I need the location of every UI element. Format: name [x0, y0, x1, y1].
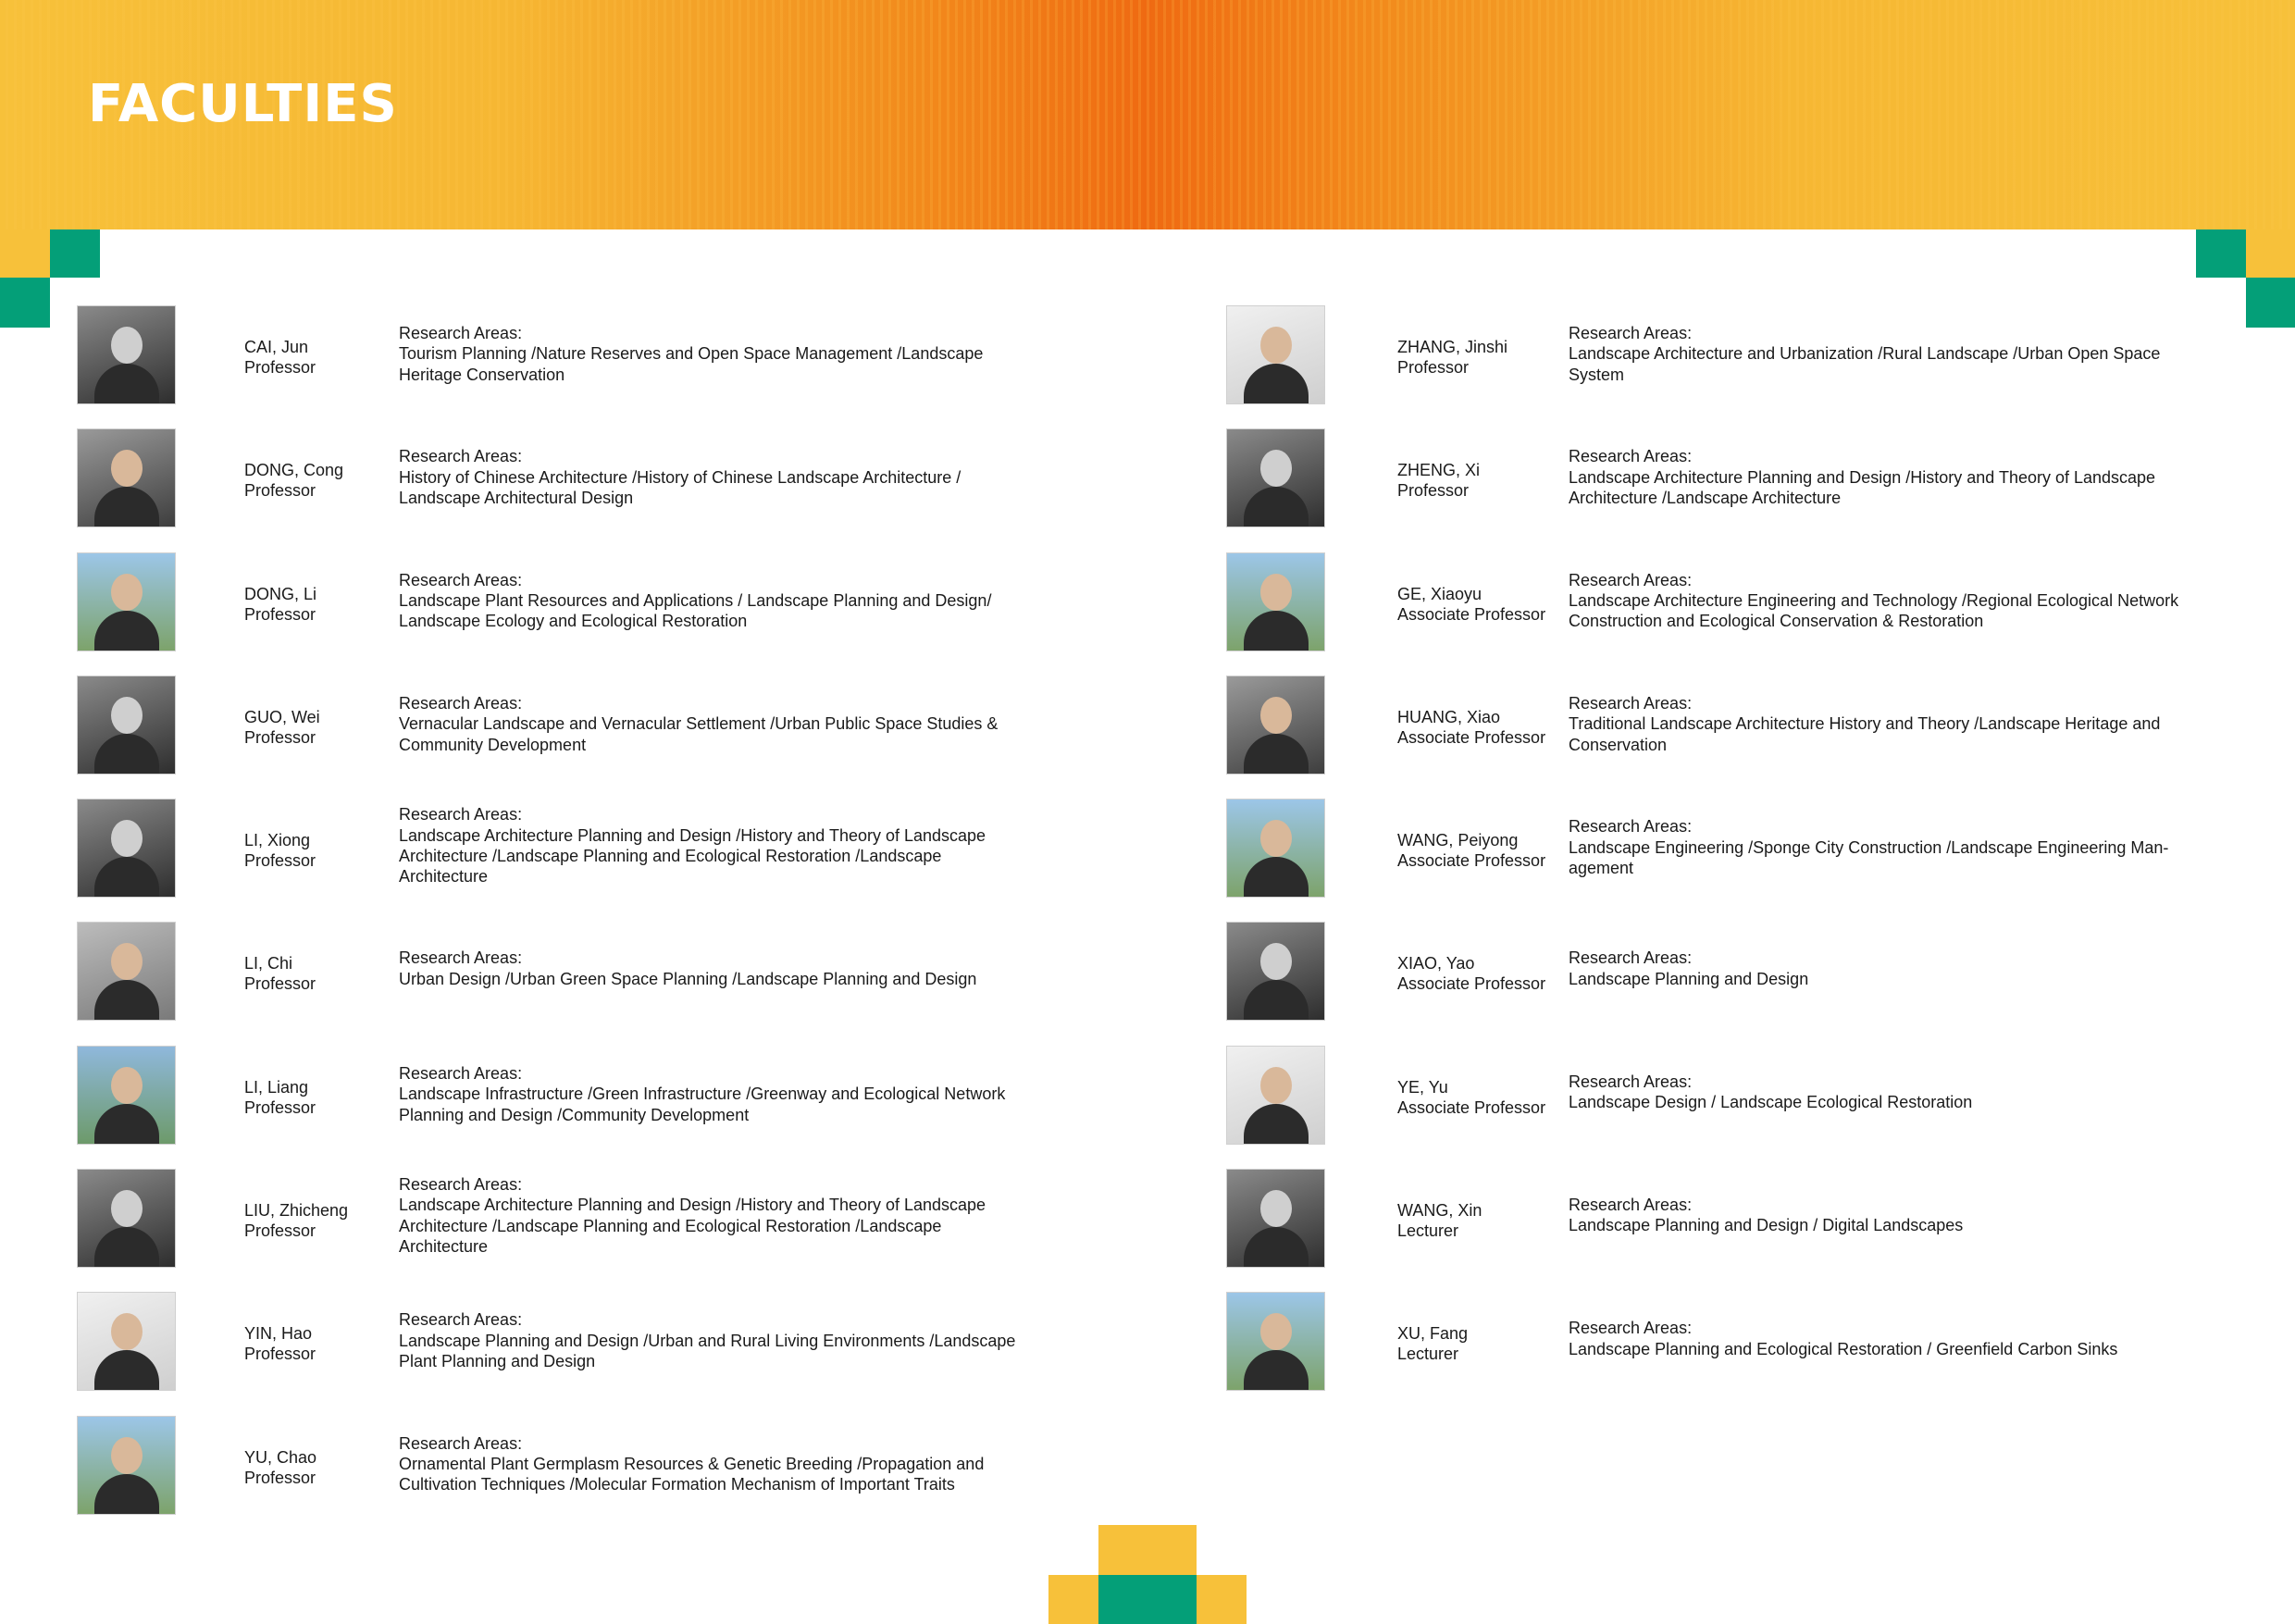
- research-areas-text: Traditional Landscape Architecture History and Theory /Landscape Heritage and Conservation: [1569, 714, 2161, 754]
- faculty-name-block: [244, 1447, 416, 1488]
- faculty-photo: [77, 1169, 176, 1268]
- research-areas: [1569, 1195, 2281, 1236]
- research-areas-text: Landscape Architecture Engineering and Technology /Regional Ecological Network Construction and Ecological Conservation & Restoration: [1569, 591, 2179, 631]
- faculty-name: LI, Xiong: [244, 831, 311, 850]
- research-areas: [1569, 948, 2281, 989]
- faculty-name: XIAO, Yao: [1397, 954, 1475, 973]
- research-areas-label: Research Areas:: [399, 1310, 523, 1330]
- faculty-name: WANG, Peiyong: [1397, 831, 1519, 850]
- faculty-name: GE, Xiaoyu: [1397, 584, 1482, 603]
- faculty-photo: [1226, 676, 1325, 775]
- faculty-title: Lecturer: [1397, 1221, 1459, 1241]
- faculty-photo: [1226, 1046, 1325, 1145]
- header-banner: [0, 0, 2295, 229]
- research-areas-label: Research Areas:: [1569, 1319, 1693, 1338]
- faculty-name: DONG, Cong: [244, 461, 344, 480]
- research-areas-text: Landscape Design / Landscape Ecological Restoration: [1569, 1093, 1973, 1112]
- research-areas-text: Landscape Architecture Planning and Design /History and Theory of Landscape Architecture /Landscape Architecture: [1569, 467, 2156, 508]
- faculty-name-block: [244, 1077, 416, 1118]
- faculty-photo: [1226, 552, 1325, 651]
- faculty-name: YE, Yu: [1397, 1077, 1448, 1097]
- faculty-title: Professor: [244, 974, 316, 994]
- faculty-name: YIN, Hao: [244, 1324, 313, 1344]
- faculty-name-block: [244, 460, 416, 501]
- faculty-photo: [77, 799, 176, 898]
- faculty-name-block: [244, 337, 416, 378]
- faculty-title: Professor: [244, 604, 316, 624]
- faculty-name-block: [244, 584, 416, 625]
- faculty-name-block: [1397, 830, 1569, 871]
- faculty-title: Professor: [244, 481, 316, 501]
- research-areas: [1569, 446, 2281, 508]
- faculty-photo: [77, 676, 176, 775]
- page-title: FACULTIES: [88, 74, 398, 134]
- faculty-photo: [77, 428, 176, 527]
- research-areas-label: Research Areas:: [399, 447, 523, 466]
- research-areas-label: Research Areas:: [399, 1175, 523, 1195]
- faculty-photo: [77, 922, 176, 1021]
- faculty-name: LIU, Zhicheng: [244, 1201, 349, 1221]
- faculty-name-block: [1397, 707, 1569, 748]
- faculty-photo: [77, 305, 176, 404]
- faculty-name: ZHANG, Jinshi: [1397, 338, 1508, 356]
- faculty-photo: [77, 1416, 176, 1515]
- faculty-name-block: [244, 830, 416, 871]
- research-areas-label: Research Areas:: [399, 1433, 523, 1453]
- faculty-title: Associate Professor: [1397, 851, 1546, 871]
- research-areas-label: Research Areas:: [399, 1063, 523, 1083]
- faculty-name: WANG, Xin: [1397, 1201, 1482, 1221]
- faculty-name-block: [1397, 584, 1569, 625]
- research-areas-label: Research Areas:: [399, 948, 523, 968]
- research-areas-label: Research Areas:: [1569, 1196, 1693, 1215]
- faculty-photo: [77, 552, 176, 651]
- faculty-name: DONG, Li: [244, 584, 317, 603]
- research-areas-text: Ornamental Plant Germplasm Resources & Genetic Breeding /Propagation and Cultivation Techniques /Molecular Formation Mechanism of Important Traits: [399, 1455, 985, 1494]
- research-areas: [399, 948, 1176, 989]
- faculty-photo: [77, 1292, 176, 1391]
- research-areas-label: Research Areas:: [1569, 447, 1693, 466]
- faculty-name-block: [244, 1323, 416, 1364]
- faculty-name: LI, Chi: [244, 954, 293, 973]
- research-areas: [399, 323, 1176, 385]
- faculty-title: Professor: [1397, 358, 1470, 377]
- research-areas-text: Landscape Engineering /Sponge City Construction /Landscape Engineering Man- agement: [1569, 837, 2169, 877]
- research-areas: [399, 804, 1176, 887]
- faculty-name: XU, Fang: [1397, 1324, 1469, 1344]
- faculty-name-block: [1397, 1200, 1569, 1241]
- faculty-name: YU, Chao: [244, 1447, 317, 1467]
- faculty-title: Professor: [244, 1345, 316, 1364]
- faculty-name: CAI, Jun: [244, 338, 309, 356]
- faculty-title: Associate Professor: [1397, 1097, 1546, 1117]
- faculty-title: Professor: [244, 1097, 316, 1117]
- research-areas-label: Research Areas:: [399, 805, 523, 824]
- research-areas: [399, 1063, 1176, 1125]
- research-areas-text: Landscape Planning and Design /Urban and Rural Living Environments /Landscape Plant Planning and Design: [399, 1331, 1016, 1371]
- faculty-name-block: [1397, 1077, 1569, 1118]
- faculty-title: Associate Professor: [1397, 974, 1546, 994]
- faculty-photo: [1226, 922, 1325, 1021]
- research-areas-text: Landscape Architecture and Urbanization /Rural Landscape /Urban Open Space System: [1569, 344, 2161, 384]
- research-areas: [1569, 1072, 2281, 1113]
- research-areas: [399, 1433, 1176, 1495]
- faculty-photo: [1226, 1169, 1325, 1268]
- faculty-name: LI, Liang: [244, 1077, 309, 1097]
- faculty-title: Professor: [244, 1468, 316, 1487]
- faculty-name-block: [1397, 953, 1569, 994]
- faculty-name-block: [1397, 1323, 1569, 1364]
- faculty-name-block: [1397, 337, 1569, 378]
- faculty-title: Professor: [244, 1221, 316, 1241]
- research-areas: [1569, 1318, 2281, 1359]
- research-areas-label: Research Areas:: [399, 693, 523, 713]
- faculty-photo: [1226, 305, 1325, 404]
- research-areas-label: Research Areas:: [399, 324, 523, 342]
- faculty-name-block: [1397, 460, 1569, 501]
- research-areas-text: History of Chinese Architecture /History of Chinese Landscape Architecture / Landscape Architectural Design: [399, 467, 961, 508]
- research-areas-label: Research Areas:: [1569, 570, 1693, 589]
- faculty-name-block: [244, 953, 416, 994]
- research-areas-text: Landscape Planning and Ecological Restoration / Greenfield Carbon Sinks: [1569, 1339, 2118, 1358]
- research-areas-label: Research Areas:: [1569, 1072, 1693, 1091]
- research-areas-text: Landscape Plant Resources and Applications / Landscape Planning and Design/ Landscape Ecology and Ecological Restoration: [399, 591, 992, 631]
- research-areas-text: Landscape Architecture Planning and Design /History and Theory of Landscape Architecture /Landscape Planning and Ecological Restoration /Landscape Architecture: [399, 825, 986, 886]
- research-areas: [1569, 693, 2281, 755]
- faculty-photo: [1226, 428, 1325, 527]
- research-areas-text: Landscape Planning and Design / Digital Landscapes: [1569, 1216, 1964, 1235]
- research-areas: [399, 1309, 1176, 1371]
- research-areas-label: Research Areas:: [1569, 693, 1693, 713]
- research-areas-text: Urban Design /Urban Green Space Planning /Landscape Planning and Design: [399, 969, 977, 988]
- faculty-name: HUANG, Xiao: [1397, 707, 1501, 726]
- faculty-name: GUO, Wei: [244, 707, 320, 726]
- research-areas-text: Vernacular Landscape and Vernacular Settlement /Urban Public Space Studies & Community Development: [399, 714, 999, 754]
- research-areas-label: Research Areas:: [1569, 817, 1693, 837]
- research-areas-text: Landscape Planning and Design: [1569, 969, 1809, 988]
- research-areas: [399, 1174, 1176, 1258]
- research-areas-text: Landscape Architecture Planning and Design /History and Theory of Landscape Architecture /Landscape Planning and Ecological Restoration /Landscape Architecture: [399, 1196, 986, 1257]
- faculty-title: Associate Professor: [1397, 727, 1546, 747]
- research-areas: [1569, 570, 2281, 632]
- research-areas: [399, 570, 1176, 632]
- faculty-title: Associate Professor: [1397, 604, 1546, 624]
- faculty-title: Lecturer: [1397, 1345, 1459, 1364]
- research-areas: [399, 446, 1176, 508]
- research-areas: [399, 693, 1176, 755]
- faculty-title: Professor: [244, 358, 316, 377]
- faculty-name: ZHENG, Xi: [1397, 461, 1481, 480]
- faculty-name-block: [244, 707, 416, 748]
- faculty-title: Professor: [244, 727, 316, 747]
- faculty-photo: [1226, 1292, 1325, 1391]
- faculty-title: Professor: [244, 851, 316, 871]
- research-areas-label: Research Areas:: [1569, 948, 1693, 968]
- research-areas-label: Research Areas:: [1569, 324, 1693, 342]
- research-areas-text: Tourism Planning /Nature Reserves and Open Space Management /Landscape Heritage Conservation: [399, 344, 984, 384]
- faculty-photo: [77, 1046, 176, 1145]
- research-areas-text: Landscape Infrastructure /Green Infrastructure /Greenway and Ecological Network Planning and Design /Community Development: [399, 1085, 1006, 1124]
- faculty-title: Professor: [1397, 481, 1470, 501]
- research-areas: [1569, 323, 2281, 385]
- faculty-name-block: [244, 1200, 416, 1241]
- faculty-photo: [1226, 799, 1325, 898]
- research-areas-label: Research Areas:: [399, 570, 523, 589]
- research-areas: [1569, 816, 2281, 878]
